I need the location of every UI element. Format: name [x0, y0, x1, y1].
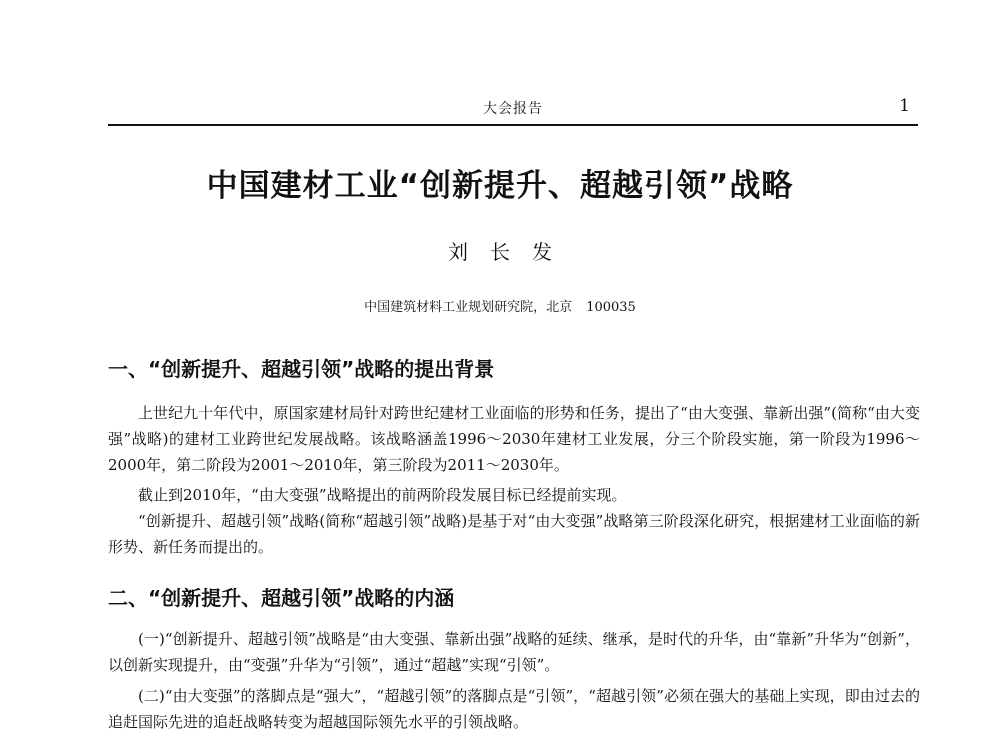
paragraph: (一)“创新提升、超越引领”战略是“由大变强、靠新出强”战略的延续、继承，是时代的升华，由“靠新”升华为“创新”，以创新实现提升，由“变强”升华为“引领”，通过“超越”实现“引领”。	[108, 630, 920, 674]
section-heading-2: 二、“创新提升、超越引领”战略的内涵	[108, 586, 455, 610]
author-name: 刘长发	[448, 240, 574, 264]
running-header	[108, 96, 918, 126]
affiliation-org: 中国建筑材料工业规划研究院，北京	[364, 300, 573, 315]
paragraph: 截止到2010年，“由大变强”战略提出的前两阶段发展目标已经提前实现。	[138, 486, 627, 504]
paragraph: “创新提升、超越引领”战略(简称“超越引领”战略)是基于对“由大变强”战略第三阶段深化研究，根据建材工业面临的新形势、新任务而提出的。	[108, 512, 920, 556]
running-header-section: 大会报告	[483, 101, 543, 117]
affiliation-postcode: 100035	[586, 300, 636, 315]
affiliation	[0, 296, 1000, 315]
paragraph: 上世纪九十年代中，原国家建材局针对跨世纪建材工业面临的形势和任务，提出了“由大变强、靠新出强”(简称“由大变强”战略)的建材工业跨世纪发展战略。该战略涵盖1996～2030年建材工业发展，分三个阶段实施，第一阶段为1996～2000年，第二阶段为2001～2010年，第三阶段为2011～2030年。	[108, 404, 920, 474]
paragraph: (二)“由大变强”的落脚点是“强大”，“超越引领”的落脚点是“引领”，“超越引领”必须在强大的基础上实现，即由过去的追赶国际先进的追赶战略转变为超越国际领先水平的引领战略。	[108, 687, 920, 731]
section-heading-1: 一、“创新提升、超越引领”战略的提出背景	[108, 357, 495, 381]
paper-title: 中国建材工业“创新提升、超越引领”战略	[206, 168, 794, 204]
page-number: 1	[899, 96, 910, 116]
